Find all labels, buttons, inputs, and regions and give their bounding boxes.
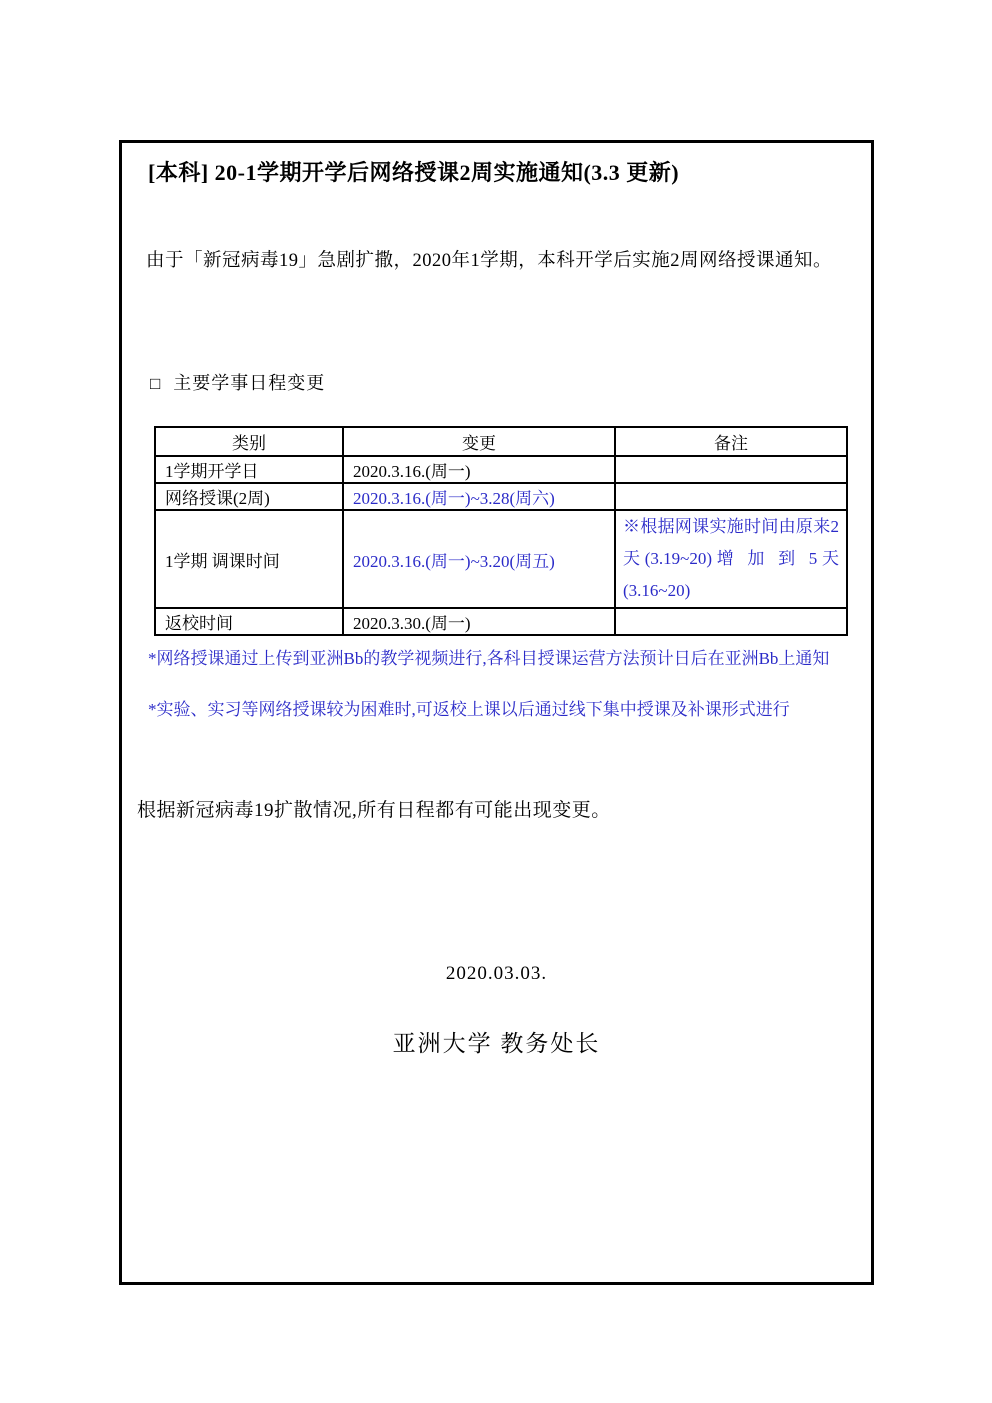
section-heading — [150, 369, 325, 395]
cell-remark — [615, 456, 847, 483]
col-header-change: 变更 — [343, 427, 615, 456]
cell-remark — [615, 483, 847, 510]
document-title: [本科] 20-1学期开学后网络授课2周实施通知(3.3 更新) — [148, 160, 680, 185]
table-header-row — [155, 427, 847, 456]
col-header-category: 类别 — [155, 427, 343, 456]
schedule-table — [154, 426, 848, 636]
cell-remark: ※根据网课实施时间由原来2天(3.19~20)增 加 到 5天(3.16~20) — [615, 510, 847, 608]
note-lab-makeup: *实验、实习等网络授课较为困难时,可返校上课以后通过线下集中授课及补课形式进行 — [148, 700, 790, 719]
disclaimer-paragraph: 根据新冠病毒19扩散情况,所有日程都有可能出现变更。 — [137, 800, 611, 821]
cell-category: 1学期开学日 — [155, 456, 343, 483]
table-row — [155, 483, 847, 510]
section-title: 主要学事日程变更 — [173, 373, 326, 393]
note-online-platform: *网络授课通过上传到亚洲Bb的教学视频进行,各科目授课运营方法预计日后在亚洲Bb上通知 — [148, 649, 830, 668]
col-header-remark: 备注 — [615, 427, 847, 456]
checkbox-square-icon: □ — [150, 374, 162, 393]
cell-category: 网络授课(2周) — [155, 483, 343, 510]
cell-remark — [615, 608, 847, 635]
intro-paragraph: 由于「新冠病毒19」急剧扩撒，2020年1学期，本科开学后实施2周网络授课通知。 — [146, 251, 833, 271]
cell-change: 2020.3.16.(周一)~3.28(周六) — [343, 483, 615, 510]
table-row — [155, 608, 847, 635]
cell-change: 2020.3.30.(周一) — [343, 608, 615, 635]
table-row — [155, 456, 847, 483]
document-date: 2020.03.03. — [445, 963, 548, 984]
signature: 亚洲大学 教务处长 — [392, 1031, 601, 1056]
cell-change: 2020.3.16.(周一)~3.20(周五) — [343, 510, 615, 608]
document-border-frame — [119, 140, 874, 1285]
table-row — [155, 510, 847, 608]
cell-category: 1学期 调课时间 — [155, 510, 343, 608]
cell-change: 2020.3.16.(周一) — [343, 456, 615, 483]
cell-category: 返校时间 — [155, 608, 343, 635]
